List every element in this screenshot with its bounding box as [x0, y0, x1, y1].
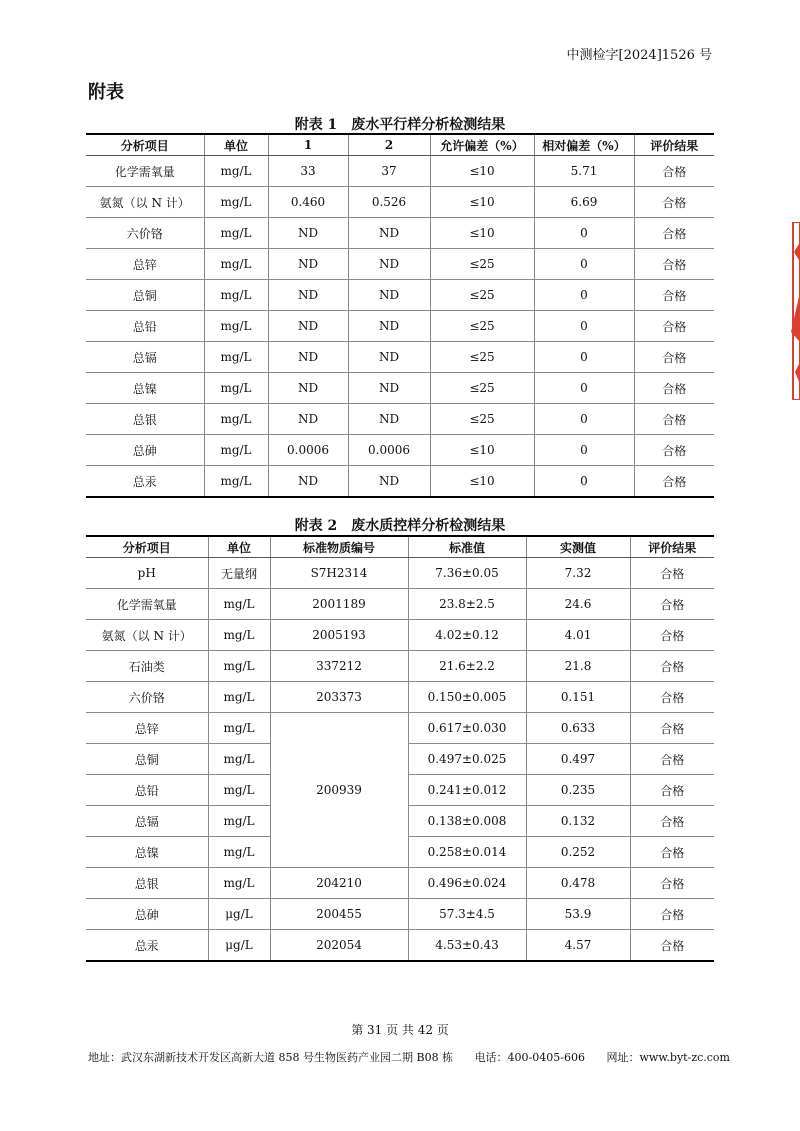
- table1-cell: ND: [268, 280, 348, 311]
- table1-header-cell: 分析项目: [86, 134, 204, 156]
- table2-cell: 200455: [270, 899, 408, 930]
- table1-cell: 0: [534, 249, 634, 280]
- table2-cell: 4.02±0.12: [408, 620, 526, 651]
- table2-header-row: [86, 536, 714, 558]
- table2-cell: 合格: [630, 775, 714, 806]
- table2-cell: 无量纲: [208, 558, 270, 589]
- table1-cell: mg/L: [204, 249, 268, 280]
- table1-cell: 合格: [634, 435, 714, 466]
- table1-header-cell: 2: [348, 134, 430, 156]
- table2-cell: 4.57: [526, 930, 630, 962]
- table1-cell: mg/L: [204, 218, 268, 249]
- table1-cell: ≤10: [430, 218, 534, 249]
- table1-cell: 总镉: [86, 342, 204, 373]
- table1-cell: ND: [268, 311, 348, 342]
- table2-row: [86, 558, 714, 589]
- table2-cell: mg/L: [208, 682, 270, 713]
- table1-cell: 总银: [86, 404, 204, 435]
- table1-caption: 附表 1 废水平行样分析检测结果: [294, 117, 506, 133]
- table2-header-cell: 评价结果: [630, 536, 714, 558]
- table2-cell: 0.138±0.008: [408, 806, 526, 837]
- table2-cell: 4.53±0.43: [408, 930, 526, 962]
- table1-cell: 合格: [634, 342, 714, 373]
- table1-cell: ≤25: [430, 311, 534, 342]
- table1-cell: 总汞: [86, 466, 204, 498]
- table1-cell: 0: [534, 311, 634, 342]
- table1-cell: 0: [534, 342, 634, 373]
- table2-cell: 0.478: [526, 868, 630, 899]
- table2-cell: 202054: [270, 930, 408, 962]
- table1-cell: mg/L: [204, 311, 268, 342]
- footer-phone: 电话：400-0405-606: [474, 1051, 585, 1064]
- table2-cell: pH: [86, 558, 208, 589]
- table2-cell: 合格: [630, 868, 714, 899]
- table2-row: [86, 589, 714, 620]
- table1-cell: mg/L: [204, 435, 268, 466]
- table1-cell: 5.71: [534, 156, 634, 187]
- table1-cell: 37: [348, 156, 430, 187]
- section-title: 附表: [88, 82, 124, 103]
- table2-row: [86, 713, 714, 744]
- table2-cell: 化学需氧量: [86, 589, 208, 620]
- table1-cell: ND: [348, 404, 430, 435]
- table2-cell: 总银: [86, 868, 208, 899]
- table1-cell: ND: [268, 466, 348, 498]
- table2-caption: 附表 2 废水质控样分析检测结果: [294, 518, 506, 534]
- table1-cell: ND: [268, 249, 348, 280]
- table2-cell: 0.132: [526, 806, 630, 837]
- table1-row: [86, 404, 714, 435]
- table1-header-row: [86, 134, 714, 156]
- table1-cell: 合格: [634, 280, 714, 311]
- table1-cell: ND: [268, 342, 348, 373]
- seal-stamp-fragment: [790, 222, 800, 400]
- table2-cell: 0.497±0.025: [408, 744, 526, 775]
- table1-header-cell: 单位: [204, 134, 268, 156]
- table1-cell: ≤25: [430, 342, 534, 373]
- table2-cell: 0.235: [526, 775, 630, 806]
- table1-row: [86, 249, 714, 280]
- table1-cell: 合格: [634, 156, 714, 187]
- table2-cell: S7H2314: [270, 558, 408, 589]
- table1-cell: 总锌: [86, 249, 204, 280]
- table2-cell: mg/L: [208, 589, 270, 620]
- table1-row: [86, 187, 714, 218]
- table1-cell: ND: [268, 404, 348, 435]
- table2-cell: 石油类: [86, 651, 208, 682]
- table2-cell: 合格: [630, 837, 714, 868]
- table1-cell: ≤10: [430, 156, 534, 187]
- table1-cell: ≤10: [430, 435, 534, 466]
- table1-cell: ND: [348, 311, 430, 342]
- table2-cell: 合格: [630, 930, 714, 962]
- table1-cell: mg/L: [204, 280, 268, 311]
- table2-cell: 21.6±2.2: [408, 651, 526, 682]
- table2-header-cell: 标准值: [408, 536, 526, 558]
- table2-cell: mg/L: [208, 620, 270, 651]
- table2-row: [86, 868, 714, 899]
- table2-cell: 六价铬: [86, 682, 208, 713]
- table2-cell: mg/L: [208, 837, 270, 868]
- table1-cell: ND: [268, 218, 348, 249]
- table1-cell: 合格: [634, 404, 714, 435]
- table2-cell: 24.6: [526, 589, 630, 620]
- table2-cell: 总铜: [86, 744, 208, 775]
- table1-cell: ≤25: [430, 404, 534, 435]
- table1-cell: 六价铬: [86, 218, 204, 249]
- table2-cell: 2005193: [270, 620, 408, 651]
- table1-cell: 6.69: [534, 187, 634, 218]
- table1-cell: 0.0006: [268, 435, 348, 466]
- table1-cell: 合格: [634, 466, 714, 498]
- table1-cell: ND: [348, 373, 430, 404]
- table2-cell: 0.497: [526, 744, 630, 775]
- table2-cell: 总镉: [86, 806, 208, 837]
- table2-cell: 总砷: [86, 899, 208, 930]
- seal-stamp-icon: [791, 222, 800, 400]
- table2-cell: 合格: [630, 806, 714, 837]
- table2-cell: 0.150±0.005: [408, 682, 526, 713]
- table2-cell: 7.32: [526, 558, 630, 589]
- table2-cell: 合格: [630, 744, 714, 775]
- table1-cell: ≤10: [430, 187, 534, 218]
- table1-cell: ≤25: [430, 249, 534, 280]
- table2-cell: 总锌: [86, 713, 208, 744]
- table2-cell: 0.151: [526, 682, 630, 713]
- table1-row: [86, 466, 714, 498]
- table2-cell: 0.617±0.030: [408, 713, 526, 744]
- table1-cell: 合格: [634, 218, 714, 249]
- footer-address: 地址：武汉东湖新技术开发区高新大道 858 号生物医药产业园二期 B08 栋: [88, 1051, 454, 1064]
- table1-cell: 总砷: [86, 435, 204, 466]
- table1-cell: 0: [534, 280, 634, 311]
- table1-row: [86, 311, 714, 342]
- table1-cell: mg/L: [204, 466, 268, 498]
- table1-row: [86, 218, 714, 249]
- table1-cell: ≤25: [430, 373, 534, 404]
- footer-contact: [88, 1049, 730, 1065]
- table2-cell: 合格: [630, 589, 714, 620]
- table2-cell: μg/L: [208, 930, 270, 962]
- table2-cell: mg/L: [208, 868, 270, 899]
- table2-cell: 总铅: [86, 775, 208, 806]
- table1-parallel-samples: [86, 133, 714, 498]
- table2-cell: 0.258±0.014: [408, 837, 526, 868]
- table1-cell: 合格: [634, 249, 714, 280]
- table2-cell: 合格: [630, 682, 714, 713]
- table1-cell: 合格: [634, 187, 714, 218]
- footer-website: 网址：www.byt-zc.com: [606, 1051, 730, 1064]
- table2-cell: 4.01: [526, 620, 630, 651]
- table1-cell: 总铅: [86, 311, 204, 342]
- table1-cell: 合格: [634, 311, 714, 342]
- table1-header-cell: 相对偏差（%）: [534, 134, 634, 156]
- table2-cell: 57.3±4.5: [408, 899, 526, 930]
- table2-cell: 合格: [630, 620, 714, 651]
- table1-cell: 总镍: [86, 373, 204, 404]
- table1-cell: 0: [534, 466, 634, 498]
- table2-cell: 合格: [630, 651, 714, 682]
- table1-cell: ND: [268, 373, 348, 404]
- table1-cell: ≤10: [430, 466, 534, 498]
- table1-row: [86, 342, 714, 373]
- table1-cell: 合格: [634, 373, 714, 404]
- table1-cell: mg/L: [204, 404, 268, 435]
- table1-row: [86, 373, 714, 404]
- table2-cell: 204210: [270, 868, 408, 899]
- table2-header-cell: 实测值: [526, 536, 630, 558]
- table1-cell: mg/L: [204, 156, 268, 187]
- table2-cell: 总汞: [86, 930, 208, 962]
- table2-row: [86, 930, 714, 962]
- table2-header-cell: 分析项目: [86, 536, 208, 558]
- table2-cell: 0.496±0.024: [408, 868, 526, 899]
- table1-cell: ND: [348, 249, 430, 280]
- table1-cell: ND: [348, 466, 430, 498]
- table1-row: [86, 156, 714, 187]
- table2-cell: mg/L: [208, 651, 270, 682]
- table2-cell: mg/L: [208, 713, 270, 744]
- table2-row: [86, 620, 714, 651]
- table1-cell: 33: [268, 156, 348, 187]
- table2-cell: μg/L: [208, 899, 270, 930]
- table1-cell: ND: [348, 280, 430, 311]
- table2-header-cell: 标准物质编号: [270, 536, 408, 558]
- table2-cell: 200939: [270, 713, 408, 868]
- table1-cell: mg/L: [204, 373, 268, 404]
- table1-cell: ND: [348, 218, 430, 249]
- table1-cell: ≤25: [430, 280, 534, 311]
- table2-cell: 337212: [270, 651, 408, 682]
- table2-cell: mg/L: [208, 775, 270, 806]
- table2-cell: 21.8: [526, 651, 630, 682]
- table1-cell: 0: [534, 218, 634, 249]
- table2-row: [86, 899, 714, 930]
- table2-cell: 23.8±2.5: [408, 589, 526, 620]
- table1-cell: 0.526: [348, 187, 430, 218]
- table1-cell: 氨氮（以 N 计）: [86, 187, 204, 218]
- table1-cell: 0: [534, 404, 634, 435]
- table2-cell: 氨氮（以 N 计）: [86, 620, 208, 651]
- table2-cell: 总镍: [86, 837, 208, 868]
- table1-cell: 0: [534, 435, 634, 466]
- table1-header-cell: 评价结果: [634, 134, 714, 156]
- table2-cell: 0.252: [526, 837, 630, 868]
- table2-row: [86, 682, 714, 713]
- table2-cell: 2001189: [270, 589, 408, 620]
- table2-cell: mg/L: [208, 744, 270, 775]
- table2-cell: 0.241±0.012: [408, 775, 526, 806]
- table1-row: [86, 280, 714, 311]
- report-number: 中测检字[2024]1526 号: [566, 48, 712, 63]
- table1-cell: 0.460: [268, 187, 348, 218]
- table1-cell: ND: [348, 342, 430, 373]
- table2-quality-control: [86, 535, 714, 962]
- table1-row: [86, 435, 714, 466]
- table1-cell: mg/L: [204, 342, 268, 373]
- table1-cell: mg/L: [204, 187, 268, 218]
- table2-cell: 0.633: [526, 713, 630, 744]
- page-number: 第 31 页 共 42 页: [351, 1023, 449, 1037]
- table2-cell: 合格: [630, 713, 714, 744]
- table1-cell: 0: [534, 373, 634, 404]
- table2-header-cell: 单位: [208, 536, 270, 558]
- table2-cell: 合格: [630, 899, 714, 930]
- table2-cell: 合格: [630, 558, 714, 589]
- table1-cell: 总铜: [86, 280, 204, 311]
- table2-cell: 53.9: [526, 899, 630, 930]
- table1-header-cell: 允许偏差（%）: [430, 134, 534, 156]
- table1-header-cell: 1: [268, 134, 348, 156]
- table2-cell: 7.36±0.05: [408, 558, 526, 589]
- table2-row: [86, 651, 714, 682]
- table2-cell: mg/L: [208, 806, 270, 837]
- table1-cell: 化学需氧量: [86, 156, 204, 187]
- table1-cell: 0.0006: [348, 435, 430, 466]
- table2-cell: 203373: [270, 682, 408, 713]
